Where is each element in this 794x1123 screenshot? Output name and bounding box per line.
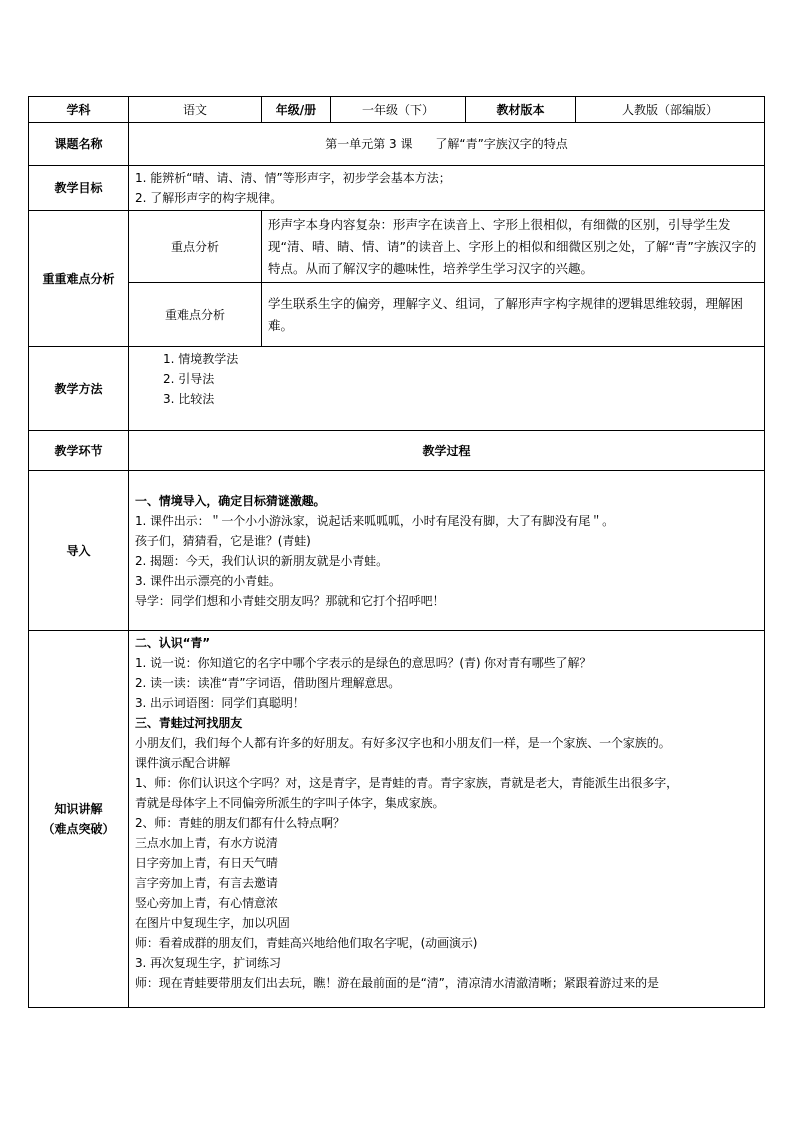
knowledge-line: 言字旁加上青，有言去邀请 xyxy=(135,876,278,890)
step-label: 教学环节 xyxy=(29,431,129,471)
knowledge-row xyxy=(29,631,765,1008)
difficult-analysis-text: 学生联系生字的偏旁，理解字义、组词，了解形声字构字规律的逻辑思维较弱，理解困难。 xyxy=(268,295,744,333)
knowledge-line: 2、师：青蛙的朋友们都有什么特点啊？ xyxy=(135,816,345,830)
intro-line: 2. 揭题：今天，我们认识的新朋友就是小青蛙。 xyxy=(135,553,388,568)
grade-label: 年级/册 xyxy=(262,97,331,123)
topic-text: 第一单元第 3 课 了解“青”字族汉字的特点 xyxy=(325,137,568,151)
knowledge-line: 课件演示配合讲解 xyxy=(135,756,231,770)
analysis-label: 重重难点分析 xyxy=(29,211,129,347)
edition-label: 教材版本 xyxy=(466,97,576,123)
knowledge-line: 二、认识“青” xyxy=(135,636,211,650)
method-item: 2. 引导法 xyxy=(163,372,215,386)
knowledge-line: 1. 说一说：你知道它的名字中哪个字表示的是绿色的意思吗？(青) 你对青有哪些了解？ xyxy=(135,656,592,670)
topic-row xyxy=(29,123,765,166)
knowledge-line: 竖心旁加上青，有心情意浓 xyxy=(135,896,278,910)
intro-line: 一、情境导入，确定目标猜谜激趣。 xyxy=(135,493,326,508)
intro-line: 孩子们，猜猜看，它是谁？(青蛙) xyxy=(135,533,311,548)
knowledge-line: 师：现在青蛙要带朋友们出去玩，瞧！游在最前面的是“清”，清凉清水清澈清晰；紧跟着游过来的是 xyxy=(135,976,659,990)
topic-value xyxy=(129,123,765,166)
methods-label: 教学方法 xyxy=(29,347,129,431)
knowledge-line: 日字旁加上青，有日天气晴 xyxy=(135,856,278,870)
intro-line: 导学：同学们想和小青蛙交朋友吗？那就和它打个招呼吧！ xyxy=(135,593,445,608)
key-analysis-row xyxy=(29,211,765,283)
edition-value: 人教版（部编版） xyxy=(576,97,765,123)
intro-row xyxy=(29,471,765,631)
subject-value: 语文 xyxy=(129,97,262,123)
lesson-plan-table xyxy=(28,96,765,1008)
knowledge-line: 三、青蛙过河找朋友 xyxy=(135,716,243,730)
goals-row xyxy=(29,166,765,211)
knowledge-line: 3. 再次复现生字，扩词练习 xyxy=(135,956,281,970)
knowledge-line: 小朋友们，我们每个人都有许多的好朋友。有好多汉字也和小朋友们一样，是一个家族、一个家族的。 xyxy=(135,736,671,750)
header-row xyxy=(29,97,765,123)
goals-label: 教学目标 xyxy=(29,166,129,211)
method-item: 3. 比较法 xyxy=(163,392,215,406)
goal-item: 2. 了解形声字的构字规律。 xyxy=(135,191,283,205)
subject-label: 学科 xyxy=(29,97,129,123)
methods-content xyxy=(129,347,765,431)
difficult-analysis-row xyxy=(29,283,765,347)
intro-content xyxy=(129,471,765,631)
key-analysis-label: 重点分析 xyxy=(129,211,262,283)
goals-content xyxy=(129,166,765,211)
grade-value: 一年级（下） xyxy=(331,97,466,123)
knowledge-line: 在图片中复现生字，加以巩固 xyxy=(135,916,290,930)
knowledge-line: 青就是母体字上不同偏旁所派生的字叫子体字，集成家族。 xyxy=(135,796,445,810)
key-analysis-text: 形声字本身内容复杂：形声字在读音上、字形上很相似，有细微的区别，引导学生发现“清、晴、睛、情、请”的读音上、字形上的相似和细微区别之处，了解“青”字族汉字的特点。从而了解汉字的趣味性，培养学生学习汉字的兴趣。 xyxy=(268,216,757,276)
knowledge-line: 3. 出示词语图：同学们真聪明！ xyxy=(135,696,305,710)
intro-line: 1. 课件出示：＂一个小小游泳家，说起话来呱呱呱，小时有尾没有脚，大了有脚没有尾＂。 xyxy=(135,513,615,528)
knowledge-line: 师：看着成群的朋友们，青蛙高兴地给他们取名字呢，(动画演示) xyxy=(135,936,478,950)
process-header-row xyxy=(29,431,765,471)
goal-item: 1. 能辨析“晴、请、清、情”等形声字，初步学会基本方法； xyxy=(135,171,451,185)
knowledge-content xyxy=(129,631,765,1008)
knowledge-label-line2: （难点突破） xyxy=(42,822,115,836)
difficult-analysis-content xyxy=(262,283,765,347)
knowledge-label-line1: 知识讲解 xyxy=(54,802,103,816)
topic-label: 课题名称 xyxy=(29,123,129,166)
intro-label: 导入 xyxy=(29,471,129,631)
intro-line: 3. 课件出示漂亮的小青蛙。 xyxy=(135,573,281,588)
knowledge-line: 1、师：你们认识这个字吗？对，这是青字，是青蛙的青。青字家族，青就是老大，青能派生出很多字， xyxy=(135,776,679,790)
knowledge-label xyxy=(29,631,129,1008)
difficult-analysis-label: 重难点分析 xyxy=(129,283,262,347)
knowledge-line: 2. 读一读：读准“青”字词语，借助图片理解意思。 xyxy=(135,676,401,690)
key-analysis-content xyxy=(262,211,765,283)
process-label: 教学过程 xyxy=(129,431,765,471)
knowledge-line: 三点水加上青，有水方说清 xyxy=(135,836,278,850)
methods-row xyxy=(29,347,765,431)
method-item: 1. 情境教学法 xyxy=(163,352,239,366)
